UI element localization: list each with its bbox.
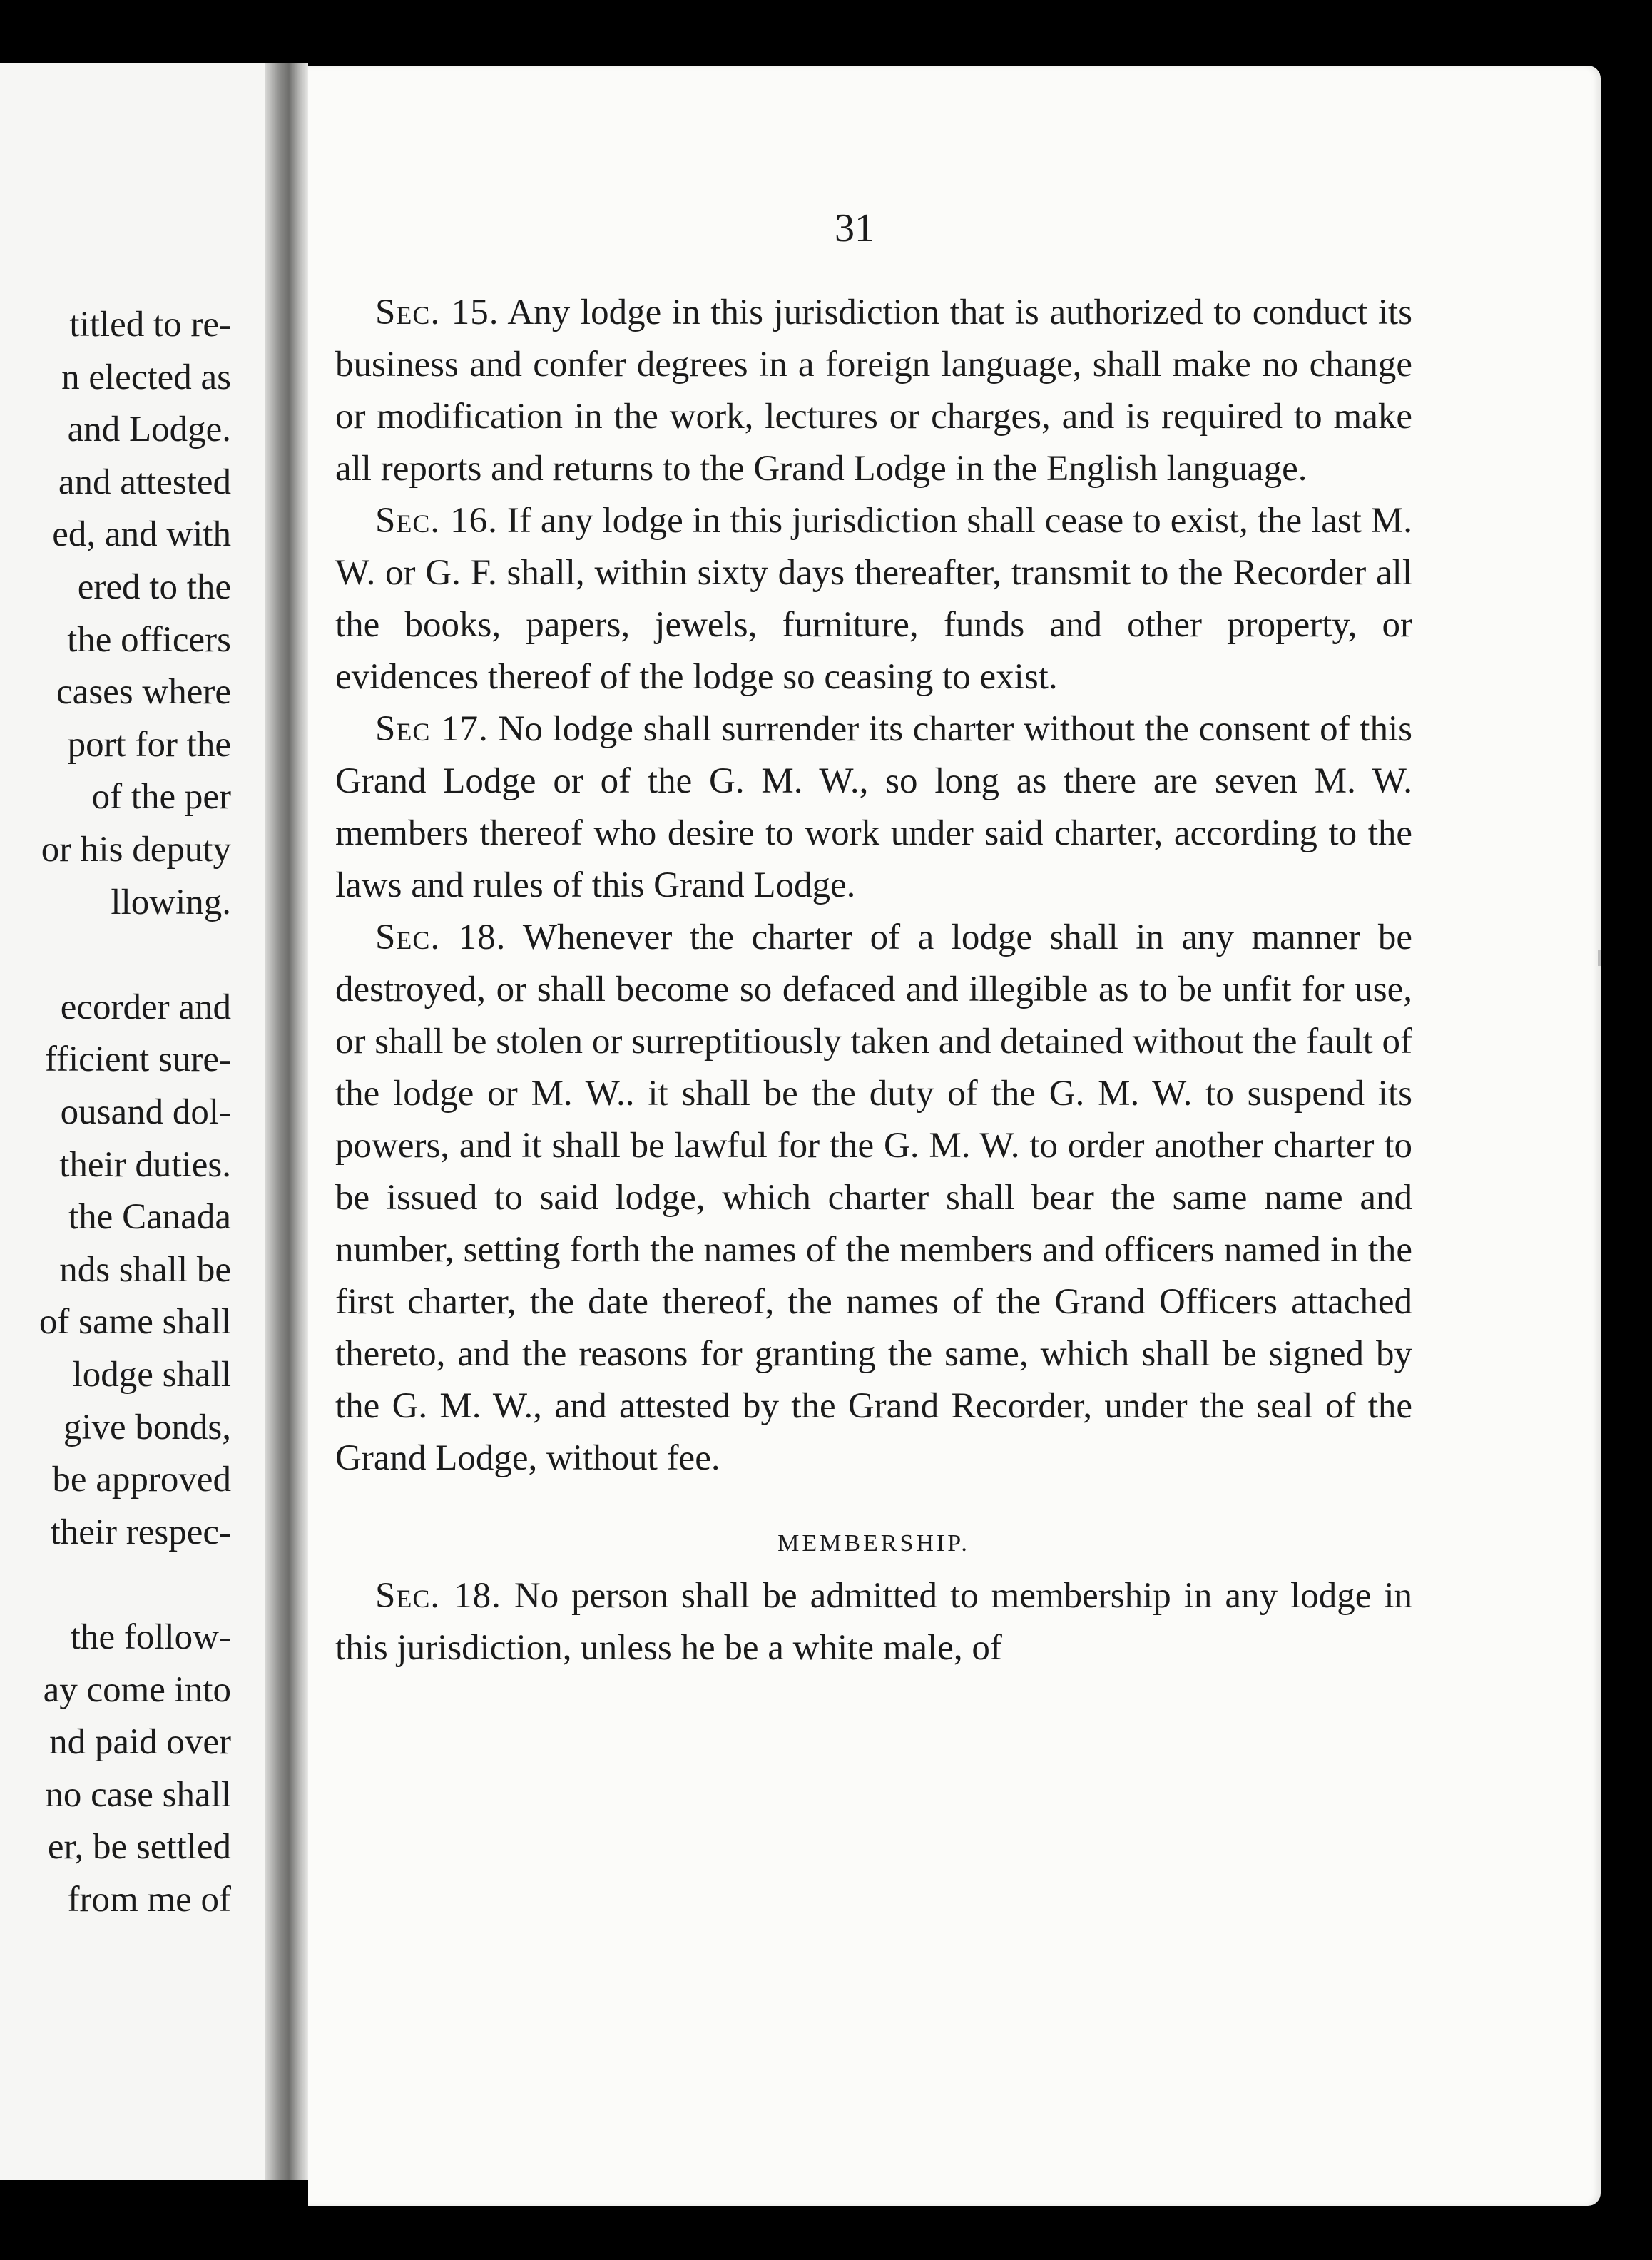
previous-page-line: lodge shall: [72, 1355, 231, 1395]
previous-page-line: or his deputy: [41, 830, 231, 870]
previous-page-line: titled to re-: [69, 305, 231, 345]
previous-page-line: nd paid over: [49, 1722, 231, 1763]
membership-heading: MEMBERSHIP.: [777, 1530, 970, 1557]
previous-page-line: port for the: [67, 724, 231, 765]
previous-page-line: of the per: [91, 777, 231, 818]
section-label: Sec. 16.: [375, 501, 498, 541]
previous-page-line: ousand dol-: [60, 1092, 231, 1132]
previous-page-line: give bonds,: [63, 1407, 231, 1447]
section-text: If any lodge in this jurisdiction shall cease to exist, the last M. W. or G. F. shall, within sixty days thereafter, transmit to the Recorder all the books, papers, jewels, furniture, funds and other property, or evidences thereof of the lodge so ceasing to exist.: [335, 501, 1412, 697]
previous-page-line: n elected as: [61, 357, 231, 397]
section-label: Sec. 18.: [375, 917, 506, 957]
section-text: No person shall be admitted to membership in any lodge in this jurisdiction, unless he be a white male, of: [335, 1576, 1412, 1668]
previous-page-line: of same shall: [39, 1302, 231, 1343]
previous-page-line: cases where: [56, 672, 231, 713]
page-body: [335, 287, 1412, 1674]
book-gutter: [265, 63, 308, 2180]
section-16: [335, 495, 1412, 703]
section-18: [335, 912, 1412, 1485]
previous-page-line: er, be settled: [47, 1827, 231, 1868]
section-17: [335, 703, 1412, 912]
previous-page-line: and attested: [58, 462, 231, 502]
previous-page-line: be approved: [52, 1460, 231, 1500]
previous-page-line: the officers: [67, 619, 231, 660]
previous-page-line: fficient sure-: [44, 1039, 231, 1080]
previous-page-line: and Lodge.: [67, 409, 231, 450]
previous-page-line: their respec-: [50, 1512, 231, 1552]
section-text: No lodge shall surrender its charter without the consent of this Grand Lodge or of the G. M. W., so long as there are seven M. W. members thereof who desire to work under said charter, according to the laws and rules of this Grand Lodge.: [335, 709, 1412, 905]
previous-page-line: the follow-: [70, 1617, 231, 1657]
previous-page-line: no case shall: [45, 1774, 231, 1815]
previous-page-fragment: [0, 63, 265, 2180]
previous-page-line: ed, and with: [52, 514, 231, 555]
section-label: Sec. 15.: [375, 292, 499, 332]
previous-page-line: the Canada: [68, 1197, 231, 1238]
section-text: Whenever the charter of a lodge shall in any manner be destroyed, or shall become so defaced and illegible as to be unfit for use, or shall be stolen or surreptitiously taken and detained without the fault of the lodge or M. W.. it shall be the duty of the G. M. W. to suspend its powers, and it shall be lawful for the G. M. W. to order another charter to be issued to said lodge, which charter shall bear the same name and number, setting forth the names of the members and officers named in the first charter, the date thereof, the names of the Grand Officers attached thereto, and the reasons for granting the same, which shall be signed by the G. M. W., and attested by the Grand Recorder, under the seal of the Grand Lodge, without fee.: [335, 917, 1412, 1478]
section-text: Any lodge in this jurisdiction that is authorized to conduct its business and confer degrees in a foreign language, shall make no change or modification in the work, lectures or charges, and is required to make all reports and returns to the Grand Lodge in the English language.: [335, 292, 1413, 489]
page-number: 31: [835, 206, 875, 250]
previous-page-line: nds shall be: [59, 1249, 231, 1290]
previous-page-line: their duties.: [59, 1144, 231, 1185]
previous-page-line: llowing.: [111, 882, 231, 922]
previous-page-line: from me of: [67, 1880, 231, 1920]
membership-section: [335, 1570, 1412, 1674]
previous-page-line: ered to the: [77, 567, 231, 607]
previous-page-line: ecorder and: [60, 987, 231, 1027]
section-label: Sec 17.: [375, 709, 489, 749]
previous-page-line: ay come into: [43, 1669, 231, 1710]
section-label: Sec. 18.: [375, 1576, 501, 1616]
section-15: [335, 287, 1412, 495]
